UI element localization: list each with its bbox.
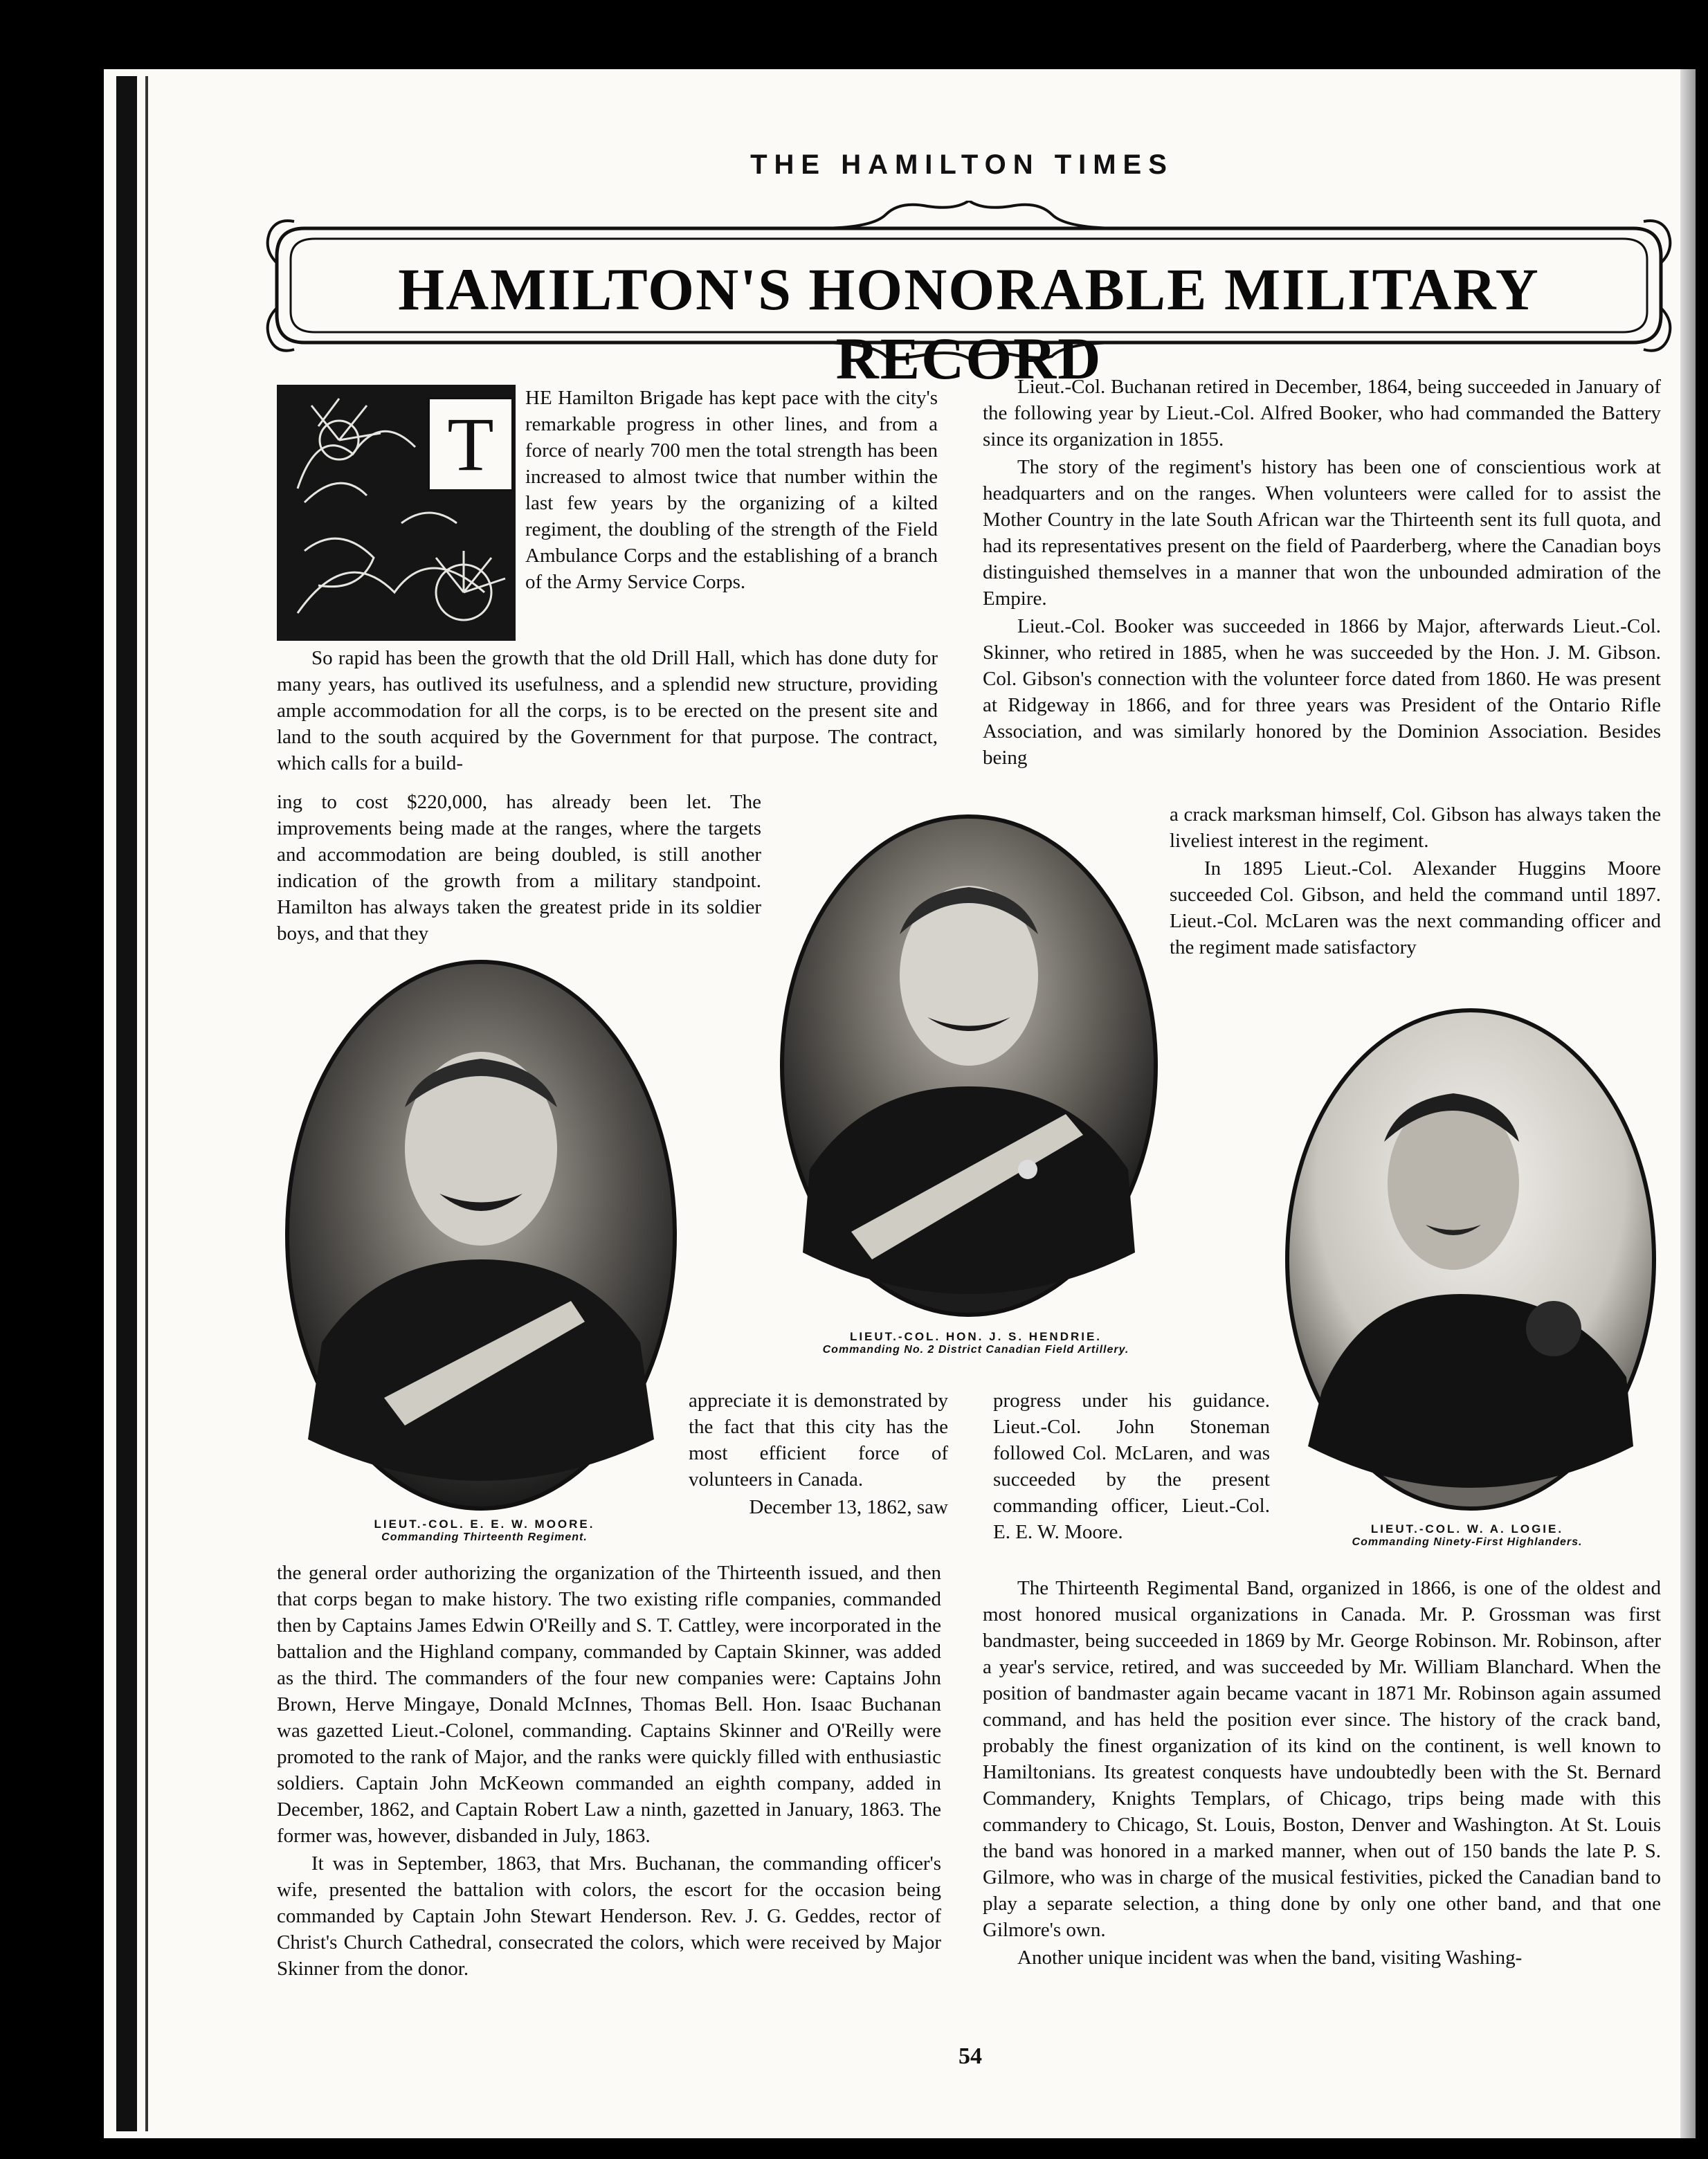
title-banner [263, 201, 1675, 392]
progress-paragraph: progress under his guidance. Lieut.-Col. John Stoneman followed Col. McLaren, and was succeeded by the present commanding officer, Lieut.-Col. E. E. W. Moore. [993, 1390, 1270, 1543]
right-column-narrow [1170, 801, 1661, 962]
caption-name: LIEUT.-COL. W. A. LOGIE. [1370, 1522, 1564, 1536]
december-lead: December 13, 1862, saw [749, 1496, 948, 1518]
decorative-initial [277, 385, 516, 641]
portrait-photo [1280, 1003, 1661, 1515]
caption-role: Commanding Ninety-First Highlanders. [1352, 1536, 1583, 1548]
center-right-narrow [993, 1387, 1270, 1547]
appreciate-paragraph: appreciate it is demonstrated by the fact that this city has the most efficient force of volunteers in Canada. [689, 1390, 948, 1491]
page-edge-shadow [1680, 69, 1696, 2138]
intro-paragraph: HE Hamilton Brigade has kept pace with the city's remarkable progress in other lines, and from a force of nearly 700 men the total strength has been increased to almost twice that number within the last few years by the organizing of a kilted regiment, the doubling of the strength of the Field Ambulance Corps and the establishing of a branch of the Army Service Corps. [525, 387, 938, 593]
portrait-hendrie [775, 810, 1163, 1325]
portrait-logie [1280, 1003, 1661, 1519]
article-title: HAMILTON'S HONORABLE MILITARY RECORD [398, 256, 1540, 392]
binding-edge [116, 76, 137, 2131]
1895-paragraph: In 1895 Lieut.-Col. Alexander Huggins Moore succeeded Col. Gibson, and held the command until 1897. Lieut.-Col. McLaren was the next commanding officer and the regiment made satisfactory [1170, 857, 1661, 958]
caption-role: Commanding No. 2 District Canadian Field Artillery. [822, 1344, 1129, 1356]
band-paragraph: The Thirteenth Regimental Band, organized in 1866, is one of the oldest and most honored musical organizations in Canada. Mr. P. Grossman was first bandmaster, being succeeded in 1869 by Mr. George Robinson. Mr. Robinson, after a year's service, retired, and was succeeded by Mr. William Blanchard. When the position of bandmaster again became vacant in 1871 Mr. Robinson again assumed command, and has held the position ever since. The history of the crack band, probably the finest organization of its kind on the continent, is well known to Hamiltonians. Its greatest conquests have undoubtedly been with the St. Bernard Commandery, Knights Templars, of Chicago, trips being made with this commandery to Chicago, St. Louis, Boston, Denver and Washington. At St. Louis the band was honored in a marked manner, when out of 150 bands the late P. S. Gilmore, who was in charge of the musical festivities, picked the Canadian band to play a separate selection, a thing done by only one other band, and that one Gilmore's own. [983, 1577, 1661, 1941]
left-column-top [277, 385, 938, 778]
december-paragraph: the general order authorizing the organization of the Thirteenth issued, and then that corps began to make history. The two existing rifle companies, commanded then by Captains James Edwin O'Reilly and S. T. Cattley, were incorporated in the battalion and the Highland company, commanded by Captain Skinner, was added as the third. The commanders of the four new companies were: Captains John Brown, Herve Mingaye, Donald McInnes, Thomas Bell. Hon. Isaac Buchanan was gazetted Lieut.-Colonel, commanding. Captains Skinner and O'Reilly were promoted to the rank of Major, and the ranks were quickly filled with enthusiastic soldiers. Captain John McKeown commanded an eighth company, added in December, 1862, and Captain Robert Law a ninth, gazetted in January, 1863. The former was, however, disbanded in July, 1863. [277, 1562, 941, 1847]
caption-hendrie [796, 1330, 1156, 1356]
running-head: THE HAMILTON TIMES [750, 149, 1174, 180]
right-column-top [983, 374, 1661, 772]
left-column-bottom [277, 1560, 941, 1983]
caption-logie [1301, 1522, 1633, 1549]
booker-continued: a crack marksman himself, Col. Gibson has always taken the liveliest interest in the regiment. [1170, 803, 1661, 852]
center-left-narrow [689, 1387, 948, 1522]
september-paragraph: It was in September, 1863, that Mrs. Buchanan, the commanding officer's wife, presented the battalion with colors, the escort for the occasion being commanded by Captain John Stewart Henderson. Rev. J. G. Geddes, rector of Christ's Church Cathedral, consecrated the colors, which were received by Major Skinner from the donor. [277, 1852, 941, 1980]
page-number: 54 [959, 2043, 982, 2069]
binding-rule [145, 76, 148, 2131]
right-column-bottom [983, 1575, 1661, 1972]
left-column-narrow [277, 789, 761, 948]
portrait-photo [280, 955, 682, 1515]
booker-paragraph: Lieut.-Col. Booker was succeeded in 1866 by Major, afterwards Lieut.-Col. Skinner, who retired in 1885, when he was succeeded by the Hon. J. M. Gibson. Col. Gibson's connection with the volunteer force dated from 1860. He was present at Ridgeway in 1866, and for three years was President of the Ontario Rifle Association, and was similarly honored by the Dominion Association. Besides being [983, 615, 1661, 769]
unique-paragraph: Another unique incident was when the band, visiting Washing- [1017, 1947, 1523, 1969]
caption-role: Commanding Thirteenth Regiment. [381, 1531, 588, 1543]
drill-hall-continued: ing to cost $220,000, has already been let. The improvements being made at the ranges, where the targets and accommodation are being doubled, is still another indication of the growth from a military standpoint. Hamilton has always taken the greatest pride in its soldier boys, and that they [277, 791, 761, 945]
portrait-photo [775, 810, 1163, 1322]
drill-hall-paragraph: So rapid has been the growth that the old Drill Hall, which has done duty for many years, has outlived its usefulness, and a splendid new structure, providing ample accommodation for all the corps, is to be erected on the present site and land to the south acquired by the Government for that purpose. The contract, which calls for a build- [277, 647, 938, 774]
story-paragraph: The story of the regiment's history has been one of conscientious work at headquarters and on the ranges. When volunteers were called for to assist the Mother Country in the late South African war the Thirteenth sent its full quota, and had its representatives present on the field of Paarderberg, where the Canadian boys distinguished themselves in a manner that won the unbounded admiration of the Empire. [983, 456, 1661, 610]
caption-moore [305, 1518, 664, 1544]
caption-name: LIEUT.-COL. HON. J. S. HENDRIE. [849, 1330, 1102, 1343]
portrait-moore [280, 955, 682, 1519]
caption-name: LIEUT.-COL. E. E. W. MOORE. [374, 1518, 595, 1531]
drop-cap-letter: T [428, 397, 514, 491]
buchanan-paragraph: Lieut.-Col. Buchanan retired in December, 1864, being succeeded in January of the following year by Lieut.-Col. Alfred Booker, who had commanded the Battery since its organization in 1855. [983, 376, 1661, 450]
